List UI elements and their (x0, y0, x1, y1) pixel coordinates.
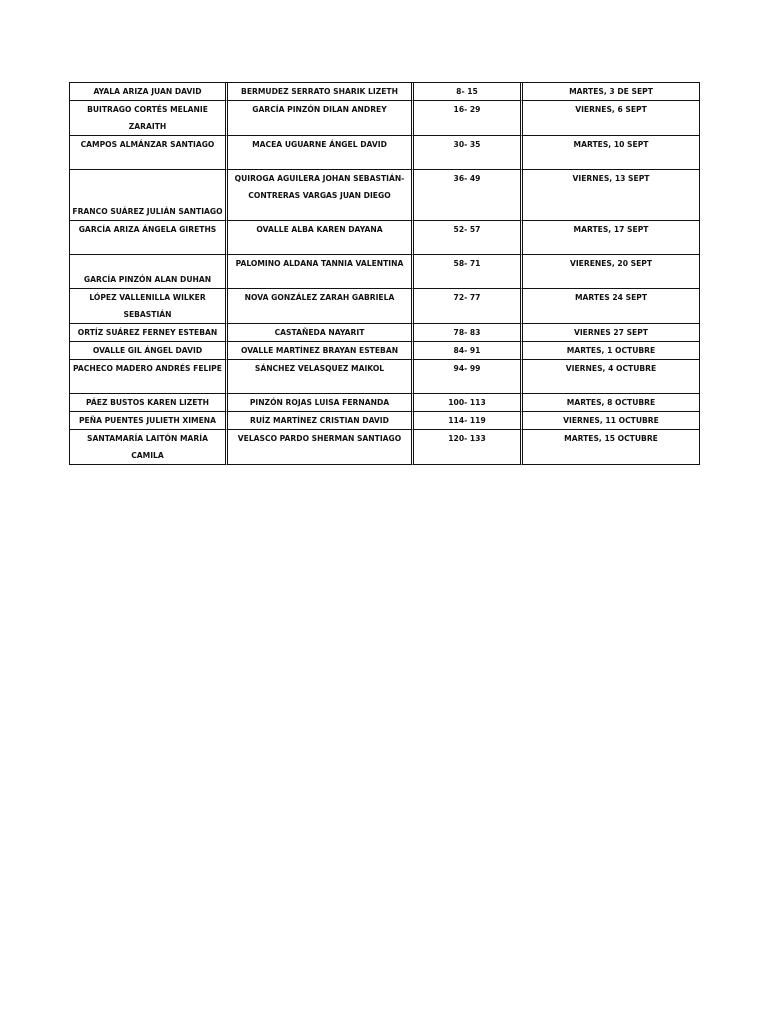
date-cell: VIERENES, 20 SEPT (523, 255, 700, 289)
student-cell: SANTAMARÍA LAITÓN MARÍA CAMILA (70, 430, 228, 465)
partner-cell: QUIROGA AGUILERA JOHAN SEBASTIÁN- CONTRERAS VARGAS JUAN DIEGO (228, 170, 414, 221)
range-cell: 16- 29 (414, 101, 523, 136)
range-cell: 30- 35 (414, 136, 523, 170)
schedule-table (69, 82, 700, 465)
range-cell: 114- 119 (414, 412, 523, 430)
student-cell: ORTÍZ SUÁREZ FERNEY ESTEBAN (70, 324, 228, 342)
student-cell: AYALA ARIZA JUAN DAVID (70, 83, 228, 101)
table-row (70, 289, 700, 324)
partner-cell: OVALLE ALBA KAREN DAYANA (228, 221, 414, 255)
range-cell: 52- 57 (414, 221, 523, 255)
date-cell: MARTES, 1 OCTUBRE (523, 342, 700, 360)
date-cell: VIERNES, 6 SEPT (523, 101, 700, 136)
date-cell: MARTES, 8 OCTUBRE (523, 394, 700, 412)
partner-cell: OVALLE MARTÍNEZ BRAYAN ESTEBAN (228, 342, 414, 360)
date-cell: VIERNES, 4 OCTUBRE (523, 360, 700, 394)
partner-cell: MACEA UGUARNE ÁNGEL DAVID (228, 136, 414, 170)
date-cell: MARTES, 10 SEPT (523, 136, 700, 170)
student-cell: GARCÍA PINZÓN ALAN DUHAN (70, 255, 228, 289)
partner-cell: PINZÓN ROJAS LUISA FERNANDA (228, 394, 414, 412)
student-cell: GARCÍA ARIZA ÁNGELA GIRETHS (70, 221, 228, 255)
student-cell: OVALLE GIL ÁNGEL DAVID (70, 342, 228, 360)
table-row (70, 221, 700, 255)
student-cell: LÓPEZ VALLENILLA WILKER SEBASTIÁN (70, 289, 228, 324)
table-row (70, 394, 700, 412)
student-cell: PEÑA PUENTES JULIETH XIMENA (70, 412, 228, 430)
partner-cell: NOVA GONZÁLEZ ZARAH GABRIELA (228, 289, 414, 324)
date-cell: MARTES, 3 DE SEPT (523, 83, 700, 101)
table-row (70, 83, 700, 101)
partner-cell: RUÍZ MARTÍNEZ CRISTIAN DAVID (228, 412, 414, 430)
date-cell: VIERNES 27 SEPT (523, 324, 700, 342)
table-row (70, 101, 700, 136)
date-cell: MARTES, 17 SEPT (523, 221, 700, 255)
table-row (70, 342, 700, 360)
range-cell: 100- 113 (414, 394, 523, 412)
partner-cell: GARCÍA PINZÓN DILAN ANDREY (228, 101, 414, 136)
table-row (70, 255, 700, 289)
student-cell: PACHECO MADERO ANDRÉS FELIPE (70, 360, 228, 394)
table-row (70, 360, 700, 394)
date-cell: MARTES 24 SEPT (523, 289, 700, 324)
range-cell: 8- 15 (414, 83, 523, 101)
table-row (70, 324, 700, 342)
partner-cell: SÁNCHEZ VELASQUEZ MAIKOL (228, 360, 414, 394)
range-cell: 120- 133 (414, 430, 523, 465)
student-cell: PÁEZ BUSTOS KAREN LIZETH (70, 394, 228, 412)
partner-cell: PALOMINO ALDANA TANNIA VALENTINA (228, 255, 414, 289)
table-row (70, 430, 700, 465)
range-cell: 72- 77 (414, 289, 523, 324)
date-cell: VIERNES, 13 SEPT (523, 170, 700, 221)
student-cell: FRANCO SUÁREZ JULIÁN SANTIAGO (70, 170, 228, 221)
date-cell: MARTES, 15 OCTUBRE (523, 430, 700, 465)
range-cell: 36- 49 (414, 170, 523, 221)
table-row (70, 170, 700, 221)
table-row (70, 412, 700, 430)
partner-cell: CASTAÑEDA NAYARIT (228, 324, 414, 342)
partner-cell: BERMUDEZ SERRATO SHARIK LIZETH (228, 83, 414, 101)
range-cell: 94- 99 (414, 360, 523, 394)
partner-cell: VELASCO PARDO SHERMAN SANTIAGO (228, 430, 414, 465)
date-cell: VIERNES, 11 OCTUBRE (523, 412, 700, 430)
range-cell: 58- 71 (414, 255, 523, 289)
student-cell: CAMPOS ALMÁNZAR SANTIAGO (70, 136, 228, 170)
range-cell: 78- 83 (414, 324, 523, 342)
range-cell: 84- 91 (414, 342, 523, 360)
student-cell: BUITRAGO CORTÉS MELANIE ZARAITH (70, 101, 228, 136)
table-row (70, 136, 700, 170)
